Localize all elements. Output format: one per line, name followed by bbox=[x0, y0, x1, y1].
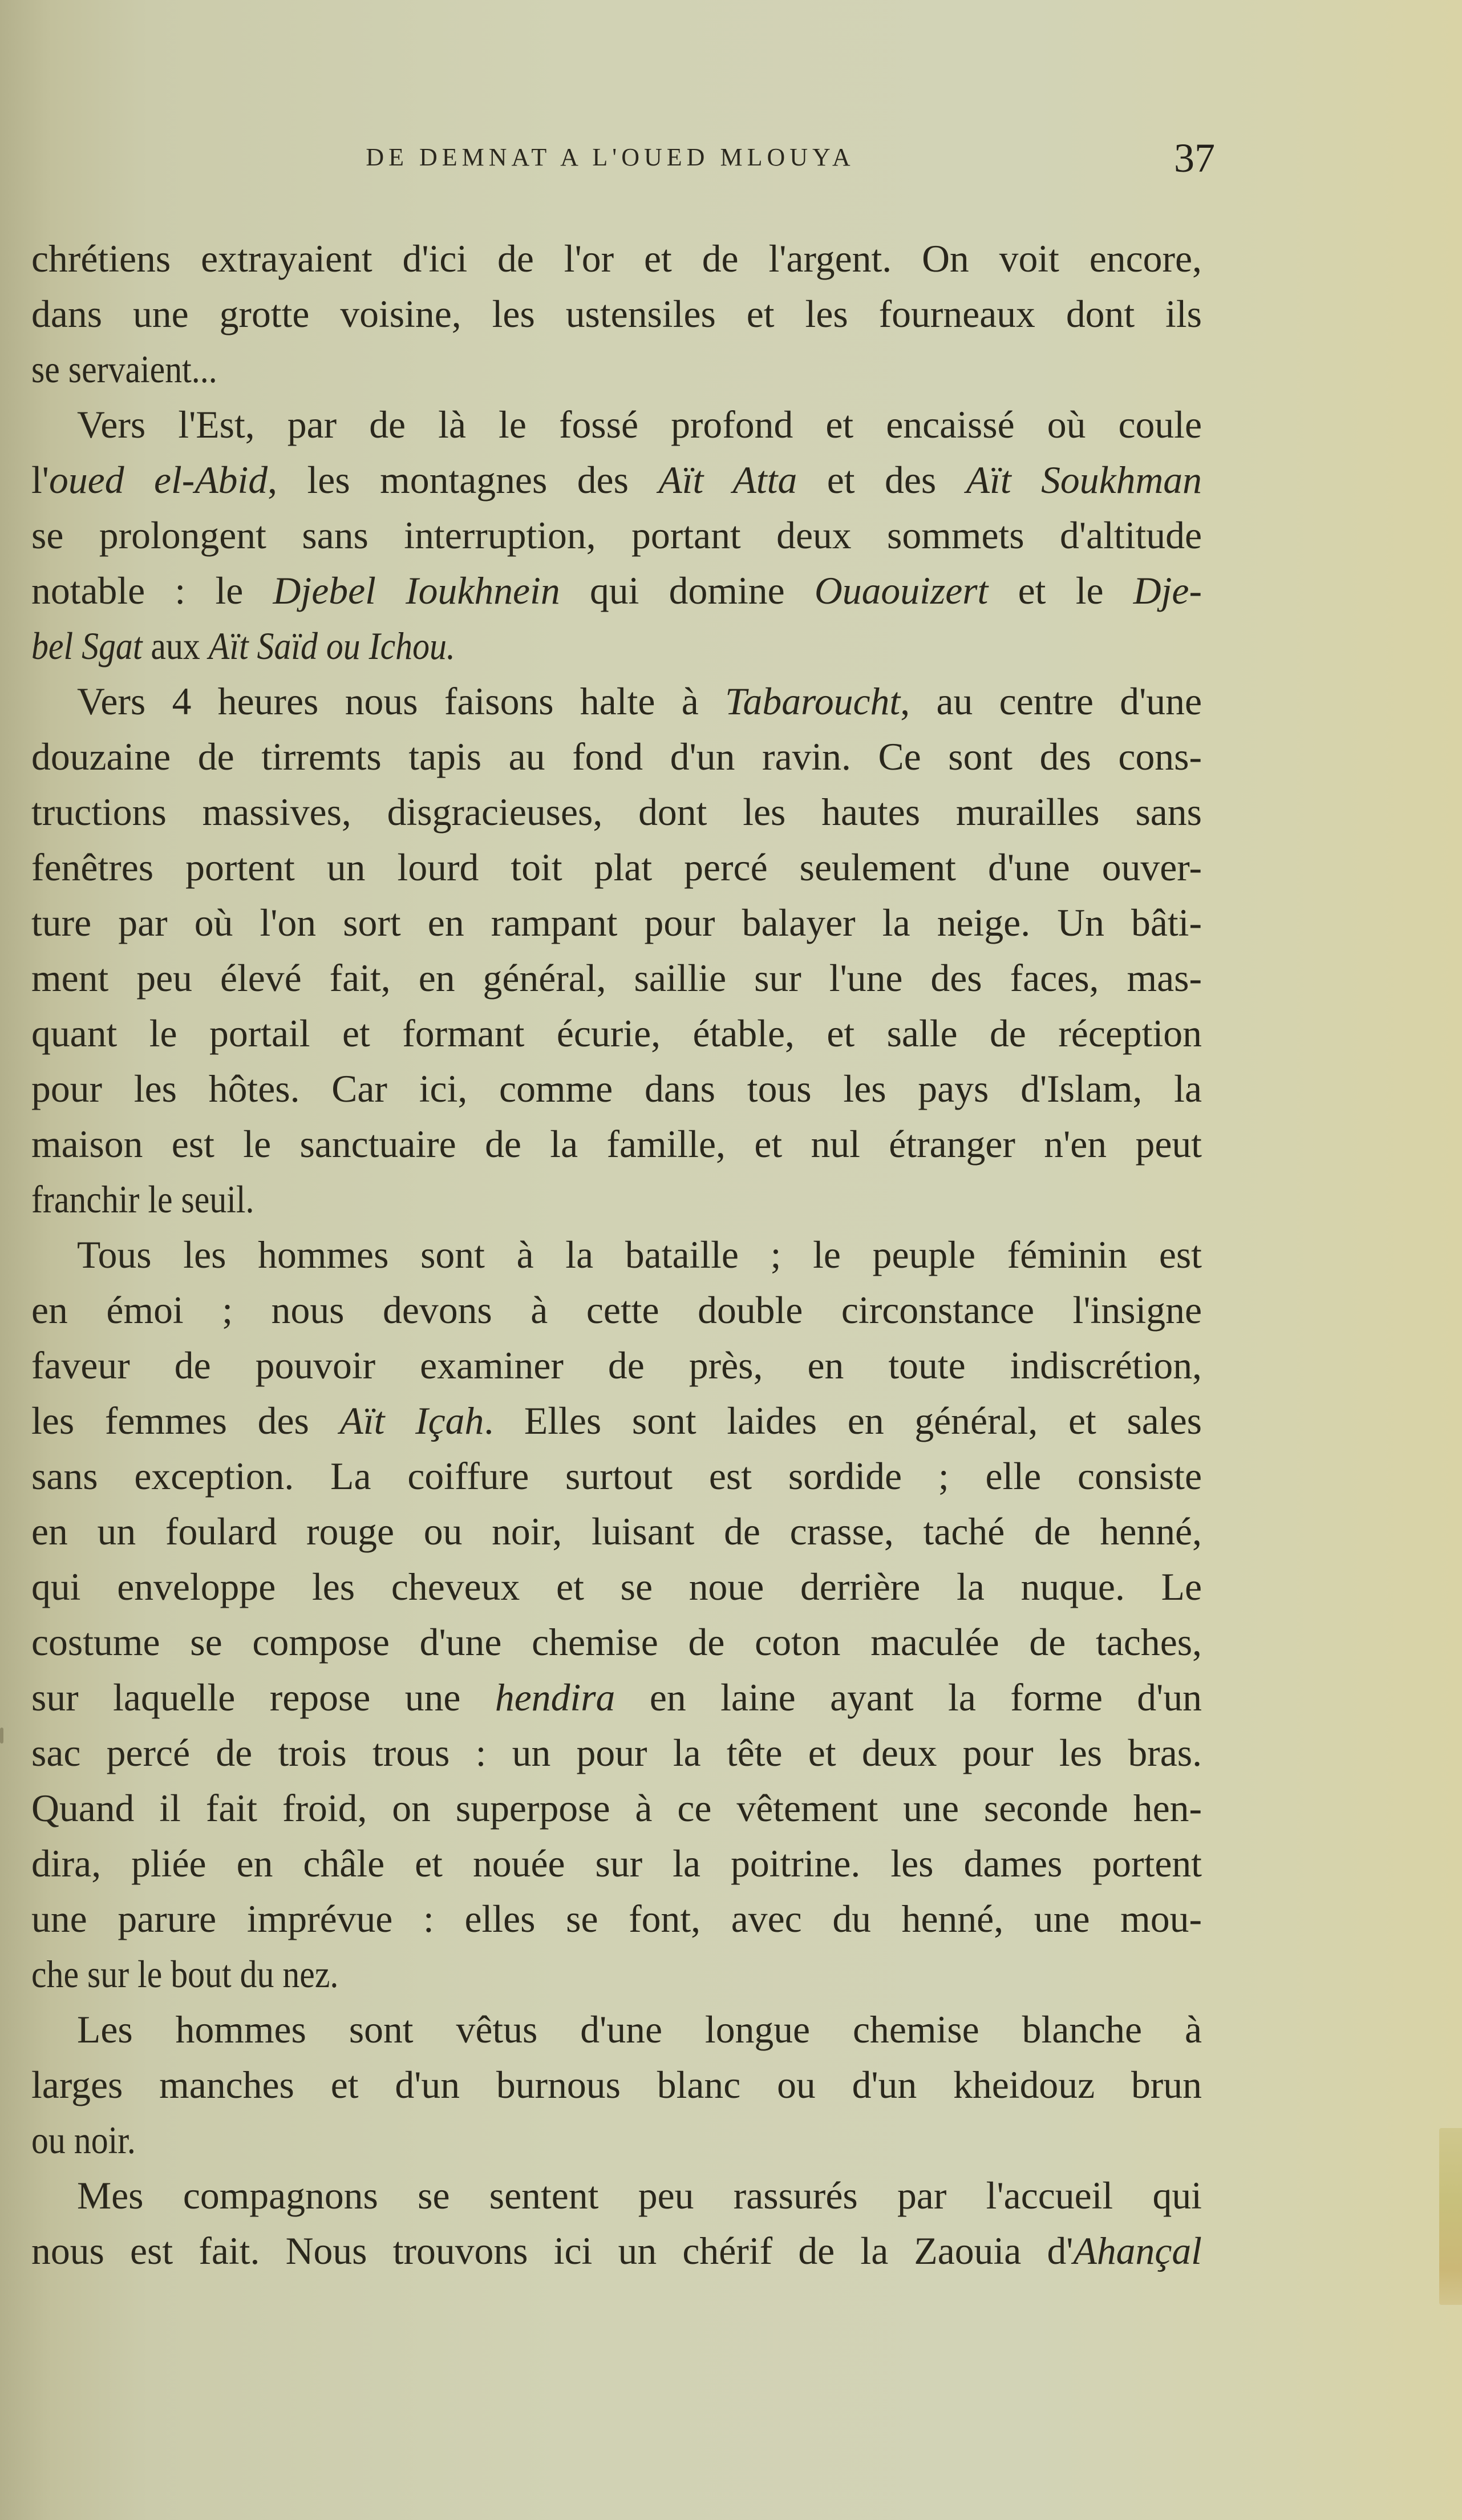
text-line bbox=[31, 1117, 1202, 1172]
text-run: sac percé de trois trous : un pour la tête et deux pour les bras. bbox=[31, 1731, 1202, 1774]
text-run: Vers 4 heures nous faisons halte à bbox=[76, 679, 726, 723]
text-run: che sur le bout du nez. bbox=[31, 1952, 339, 1996]
text-run: larges manches et d'un burnous blanc ou d'un kheidouz brun bbox=[31, 2063, 1202, 2106]
text-run: pour les hôtes. Car ici, comme dans tous les pays d'Islam, la bbox=[31, 1067, 1202, 1110]
text-line bbox=[31, 1615, 1202, 1670]
text-line bbox=[31, 1283, 1202, 1338]
text-line bbox=[31, 1670, 1202, 1725]
text-run: ment peu élevé fait, en général, saillie sur l'une des faces, mas- bbox=[31, 956, 1202, 1000]
italic-term: Aït Atta bbox=[658, 458, 797, 501]
text-run: maison est le sanctuaire de la famille, et nul étranger n'en peut bbox=[31, 1122, 1202, 1166]
italic-term: Dje- bbox=[1133, 569, 1202, 612]
text-run: chrétiens extrayaient d'ici de l'or et de l'argent. On voit encore, bbox=[31, 237, 1202, 280]
text-line bbox=[31, 397, 1202, 452]
text-run: faveur de pouvoir examiner de près, en toute indiscrétion, bbox=[31, 1344, 1202, 1387]
text-line bbox=[31, 1338, 1202, 1393]
page-number: 37 bbox=[1174, 135, 1215, 181]
text-run: l' bbox=[31, 458, 50, 501]
text-run: quant le portail et formant écurie, étable, et salle de réception bbox=[31, 1012, 1202, 1055]
text-run: tructions massives, disgracieuses, dont les hautes murailles sans bbox=[31, 790, 1202, 834]
text-run: qui domine bbox=[560, 569, 815, 612]
text-line bbox=[31, 563, 1202, 618]
text-line bbox=[31, 2057, 1202, 2113]
text-run: dira, pliée en châle et nouée sur la poitrine. les dames portent bbox=[31, 1842, 1202, 1885]
text-run: sans exception. La coiffure surtout est sordide ; elle consiste bbox=[31, 1454, 1202, 1498]
text-run: Tous les hommes sont à la bataille ; le peuple féminin est bbox=[76, 1233, 1202, 1276]
text-run: les femmes des bbox=[31, 1399, 340, 1442]
scan-artifact-mark bbox=[0, 1728, 3, 1744]
text-line bbox=[31, 950, 1202, 1006]
text-run: une parure imprévue : elles se font, avec du henné, une mou- bbox=[31, 1897, 1202, 1940]
text-line bbox=[31, 2113, 1202, 2168]
text-line bbox=[31, 618, 1202, 674]
italic-term: Aït Saïd ou Ichou. bbox=[208, 624, 455, 668]
italic-term: Ahançal bbox=[1073, 2229, 1202, 2272]
text-run: et le bbox=[988, 569, 1133, 612]
text-line bbox=[31, 1227, 1202, 1283]
text-line bbox=[31, 2168, 1202, 2223]
text-run: , les montagnes des bbox=[268, 458, 659, 501]
text-run: qui enveloppe les cheveux et se noue derrière la nuque. Le bbox=[31, 1565, 1202, 1608]
text-run: ture par où l'on sort en rampant pour balayer la neige. Un bâti- bbox=[31, 901, 1202, 944]
text-run: , au centre d'une bbox=[900, 679, 1202, 723]
text-run: sur laquelle repose une bbox=[31, 1676, 495, 1719]
italic-term: oued el-Abid bbox=[49, 458, 268, 501]
text-line bbox=[31, 1725, 1202, 1781]
text-run: costume se compose d'une chemise de coton maculée de taches, bbox=[31, 1620, 1202, 1664]
running-header: DE DEMNAT A L'OUED MLOUYA bbox=[366, 143, 855, 171]
italic-term: Djebel Ioukhnein bbox=[273, 569, 560, 612]
text-line bbox=[31, 1947, 1202, 2002]
text-run: Mes compagnons se sentent peu rassurés par l'accueil qui bbox=[76, 2174, 1202, 2217]
text-line bbox=[31, 452, 1202, 508]
italic-term: Tabaroucht bbox=[725, 679, 901, 723]
text-line bbox=[31, 286, 1202, 342]
italic-term: bel Sgat bbox=[31, 624, 143, 668]
text-run: en émoi ; nous devons à cette double circonstance l'insigne bbox=[31, 1288, 1202, 1332]
text-line bbox=[31, 1061, 1202, 1117]
text-line bbox=[31, 729, 1202, 784]
text-run: en un foulard rouge ou noir, luisant de crasse, taché de henné, bbox=[31, 1510, 1202, 1553]
text-run: douzaine de tirremts tapis au fond d'un ravin. Ce sont des cons- bbox=[31, 735, 1202, 778]
text-line bbox=[31, 1504, 1202, 1559]
italic-term: Aït Içah bbox=[339, 1399, 484, 1442]
text-run: nous est fait. Nous trouvons ici un chérif de la Zaouia d' bbox=[31, 2229, 1074, 2272]
text-run: et des bbox=[797, 458, 966, 501]
text-run: ou noir. bbox=[31, 2118, 136, 2162]
text-run: se servaient... bbox=[31, 347, 217, 391]
text-line bbox=[31, 508, 1202, 563]
italic-term: Ouaouizert bbox=[814, 569, 989, 612]
italic-term: hendira bbox=[495, 1676, 615, 1719]
text-line bbox=[31, 2223, 1202, 2279]
body-text bbox=[31, 231, 1202, 2279]
italic-term: Aït Soukhman bbox=[966, 458, 1202, 501]
text-line bbox=[31, 1836, 1202, 1891]
text-run: Quand il fait froid, on superpose à ce vêtement une seconde hen- bbox=[31, 1786, 1202, 1830]
text-line bbox=[31, 840, 1202, 895]
text-run: franchir le seuil. bbox=[31, 1178, 254, 1221]
text-run: en laine ayant la forme d'un bbox=[615, 1676, 1202, 1719]
text-line bbox=[31, 1781, 1202, 1836]
text-run: . Elles sont laides en général, et sales bbox=[484, 1399, 1202, 1442]
text-line bbox=[31, 1393, 1202, 1449]
text-line bbox=[31, 1559, 1202, 1615]
text-run: dans une grotte voisine, les ustensiles et les fourneaux dont ils bbox=[31, 292, 1202, 335]
text-run: fenêtres portent un lourd toit plat percé seulement d'une ouver- bbox=[31, 846, 1202, 889]
text-line bbox=[31, 1449, 1202, 1504]
text-run: Les hommes sont vêtus d'une longue chemise blanche à bbox=[76, 2008, 1202, 2051]
page-edge-tab bbox=[1439, 2128, 1462, 2305]
text-line bbox=[31, 1006, 1202, 1061]
text-line bbox=[31, 1891, 1202, 1947]
text-line bbox=[31, 784, 1202, 840]
text-line bbox=[31, 895, 1202, 950]
text-line bbox=[31, 674, 1202, 729]
text-run: aux bbox=[142, 624, 209, 668]
text-run: se prolongent sans interruption, portant deux sommets d'altitude bbox=[31, 513, 1202, 557]
text-run: Vers l'Est, par de là le fossé profond et encaissé où coule bbox=[76, 403, 1202, 446]
text-line bbox=[31, 2002, 1202, 2057]
text-line bbox=[31, 342, 1202, 397]
text-run: notable : le bbox=[31, 569, 273, 612]
text-line bbox=[31, 1172, 1202, 1227]
text-line bbox=[31, 231, 1202, 286]
